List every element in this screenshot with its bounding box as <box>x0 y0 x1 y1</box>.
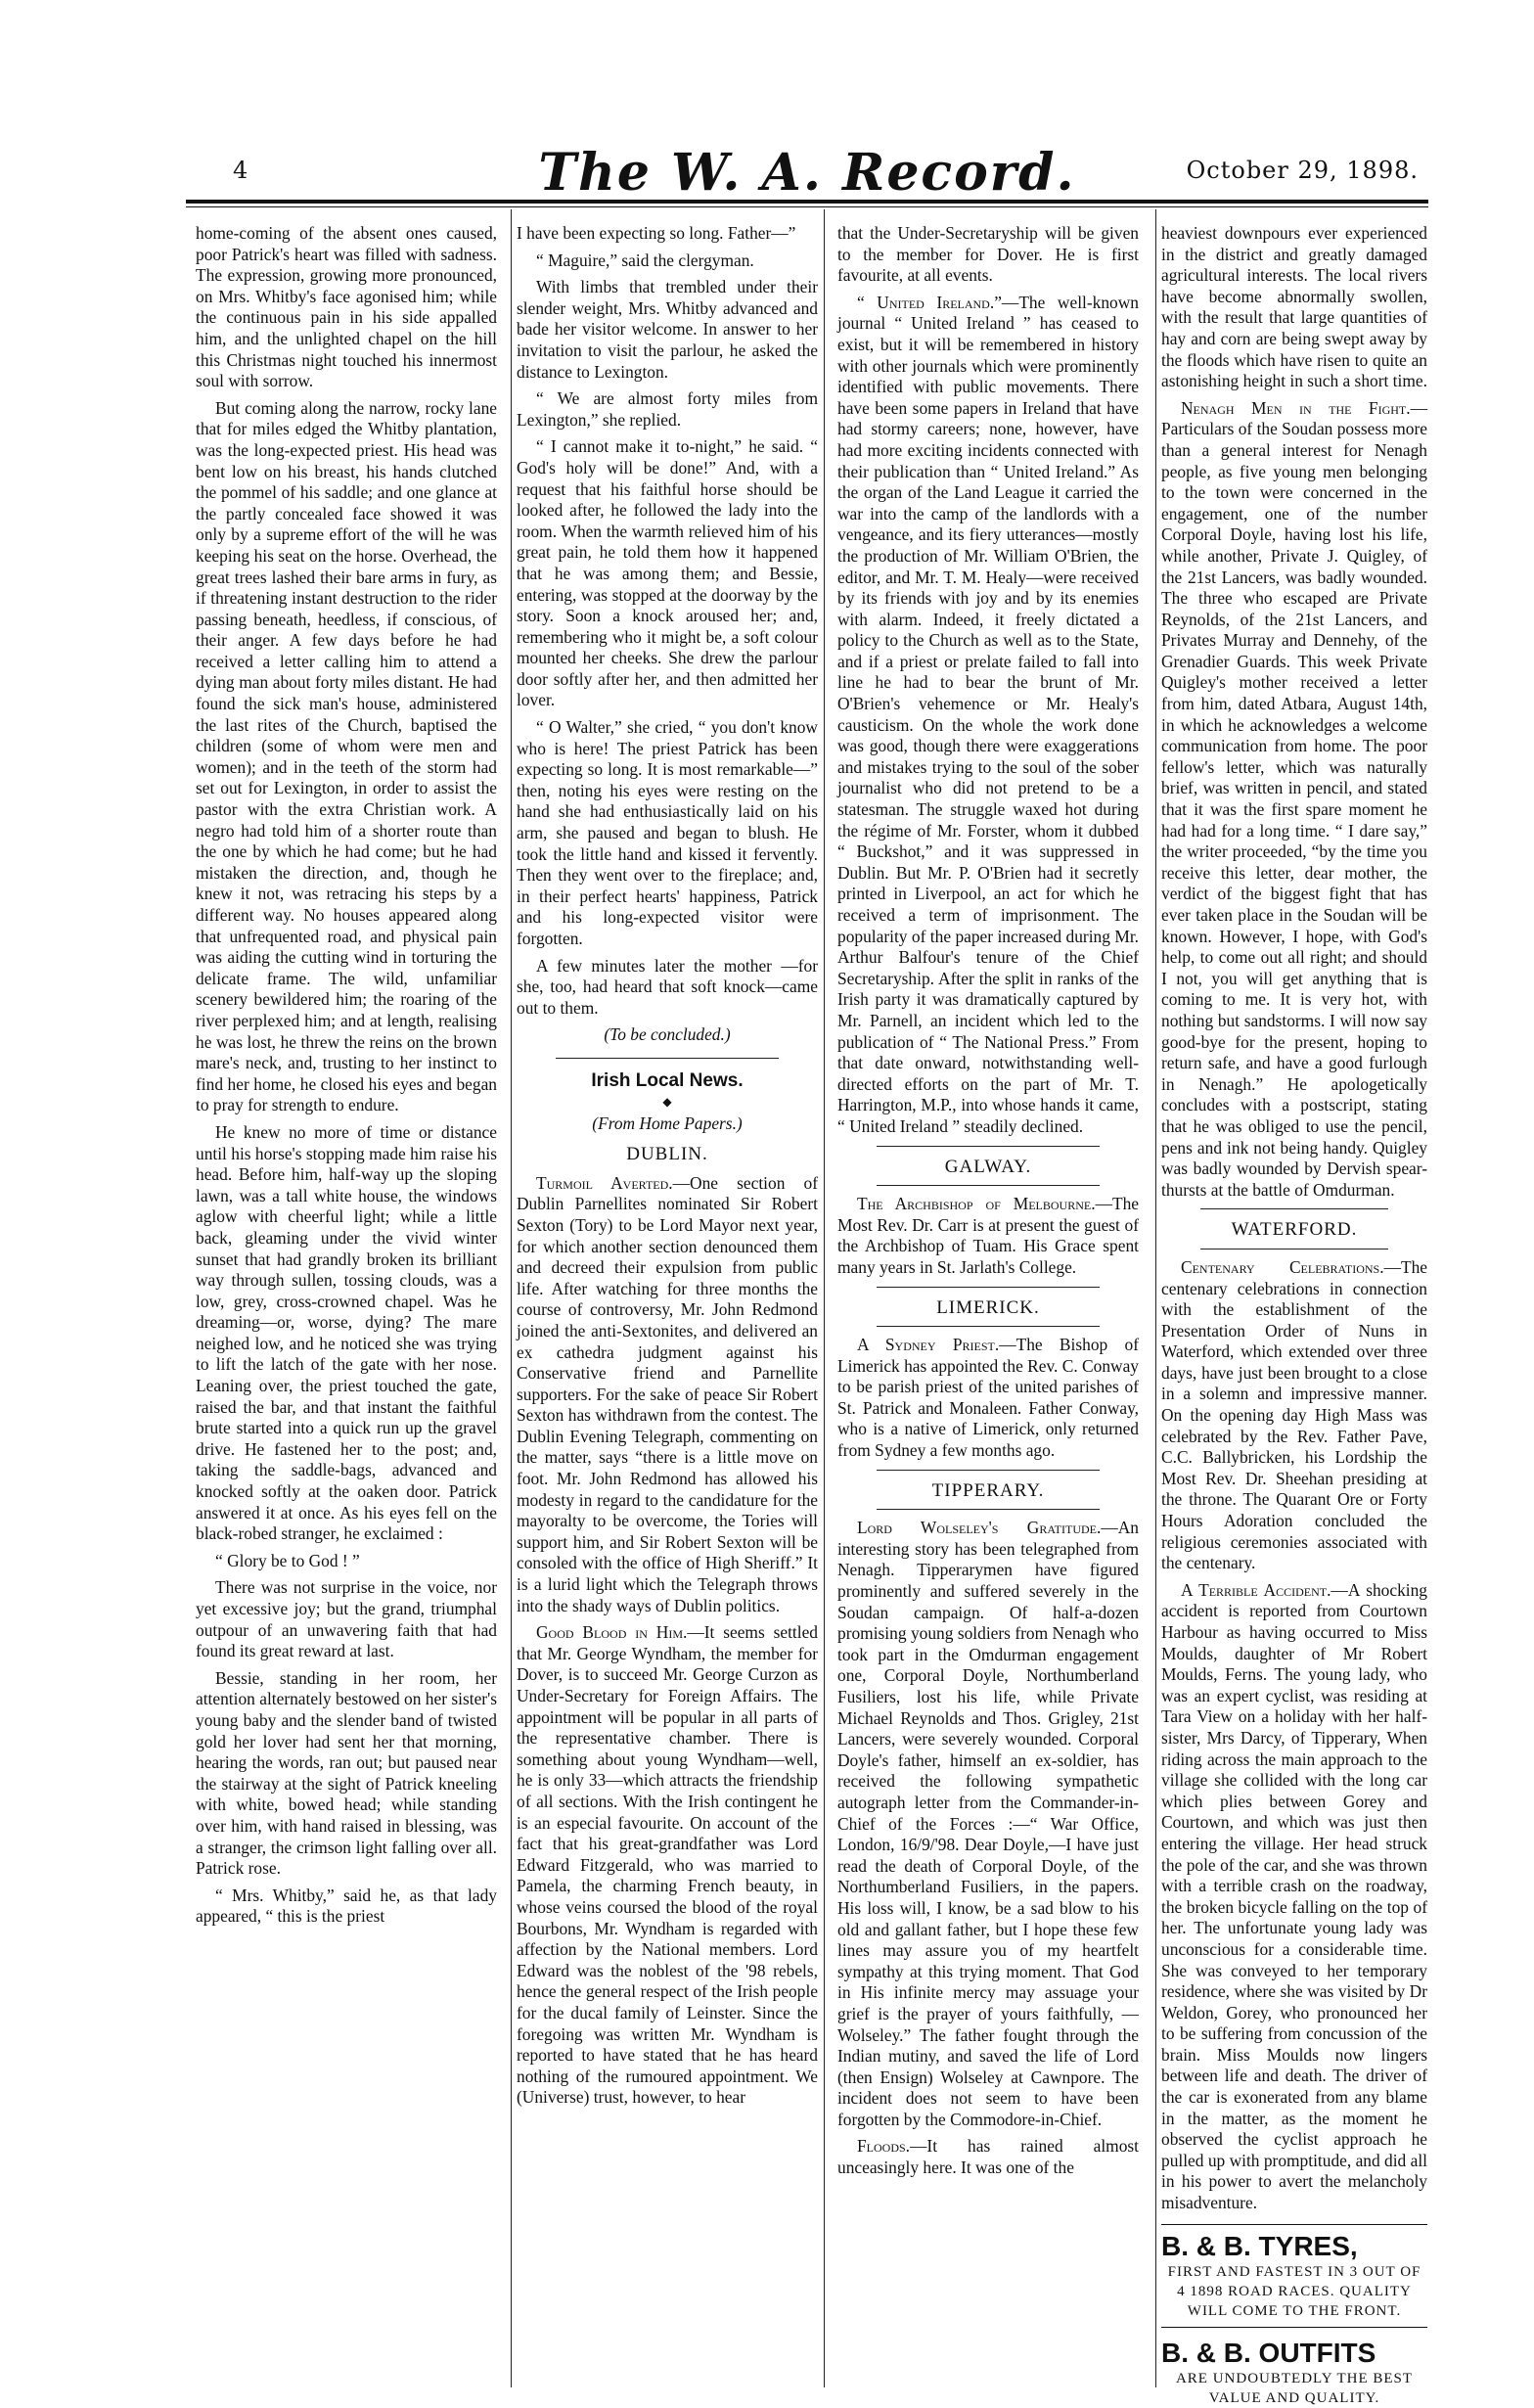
column-4 <box>1161 223 1427 2406</box>
news-item <box>1161 1257 1427 1574</box>
county-heading-tipperary: TIPPERARY. <box>931 1479 1045 1501</box>
item-body: —A shocking accident is reported from Courtown Harbour as having occurred to Miss Moulds, daughter of Mr Robert Moulds, Ferns. The young lady, who was an expert cyclist, was residing at Tara View on a holiday with her half-sister, Mrs Darcy, of Tipperary, When riding across the main approach to the village she collided with the long car which plies between Gorey and Courtown, and which was just then entering the village. Her head struck the pole of the car, and she was thrown with a terrible crash on the roadway, the broken bicycle falling on the top of her. The unfortunate young lady was unconscious for a considerable time. She was conveyed to her temporary residence, where she was visited by Dr Weldon, Gorey, who pronounced her to be suffering from concussion of the brain. Miss Moulds now lingers between life and death. The driver of the car is exonerated from any blame in the matter, as the moment he observed the cyclist approach he pulled up with promptitude, and did all in his power to avert the melancholy misadventure. <box>1161 1579 1427 2213</box>
item-heading: A Sydney Priest. <box>857 1335 1000 1355</box>
item-heading: A Terrible Accident. <box>1181 1579 1331 1600</box>
column-1 <box>196 223 497 2390</box>
county-heading-dublin: DUBLIN. <box>626 1144 708 1165</box>
news-item <box>517 1622 818 2109</box>
page-number: 4 <box>233 157 248 184</box>
story-paragraph: “ We are almost forty miles from Lexington,” she replied. <box>517 388 818 430</box>
story-paragraph: “ I cannot make it to-night,” he said. “ God's holy will be done!” And, with a request that his faithful horse should be looked after, he followed the lady into the room. When the warmth relieved him of his great pain, he told them how it happened that he was among them; and Bessie, entering, was stopped at the doorway by the story. Soon a knock aroused her; and, remembering who it might be, a soft colour mounted her cheeks. She drew the parlour door softly after her, and then admitted her lover. <box>517 436 818 710</box>
item-heading: Centenary Celebrations. <box>1181 1256 1384 1277</box>
news-item <box>837 1194 1139 1278</box>
item-heading: “ United Ireland.” <box>857 292 1002 312</box>
diamond-ornament-icon: ◆ <box>662 1094 672 1109</box>
section-rule <box>877 1146 1100 1147</box>
column-divider <box>511 209 512 2387</box>
item-body: —The centenary celebrations in connection with the establishment of the Presentation Order of Nuns in Waterford, which extended over three days, have just been brought to a close in a solemn and impressive manner. On the opening day High Mass was celebrated by the Rev. Father Pave, C.C. Ballybricken, his Lordship the Most Rev. Dr. Sheehan presiding at the throne. The Quarant Ore or Forty Hours Adoration concluded the religious ceremonies associated with the centenary. <box>1161 1256 1427 1573</box>
county-heading-waterford: WATERFORD. <box>1231 1219 1358 1241</box>
item-body: —An interesting story has been telegraphed from Nenagh. Tipperarymen have figured prominently and suffered severely in the Soudan campaign. Of half-a-dozen promising young soldiers from Nenagh who took part in the Omdurman engagement one, Corporal Doyle, Northumberland Fusiliers, lost his life, while Private Michael Reynolds and Thos. Grigley, 21st Lancers, were severely wounded. Corporal Doyle's father, himself an ex-soldier, has received the following sympathetic autograph letter from the Commander-in-Chief of the Forces :—“ War Office, London, 16/9/'98. Dear Doyle,—I have just read the death of Corporal Doyle, of the Northumberland Fusiliers, in the papers. His loss will, I know, be a sad blow to his old and gallant father, but I hope these few lines may assure you of my heartfelt sympathy at this trying moment. That God in His infinite mercy may assuage your grief is the prayer of yours faithfully, — Wolseley.” The father fought through the Indian mutiny, and saved the life of Lord (then Ensign) Wolseley at Cawnpore. The incident does not seem to have been forgotten by the Commodore-in-Chief. <box>837 1518 1139 2129</box>
advertisement-tyres <box>1161 2224 1427 2328</box>
header-rule-thin <box>186 206 1428 207</box>
ad-text: ARE UNDOUBTEDLY THE BEST VALUE AND QUALITY. <box>1175 2370 1414 2406</box>
item-heading: The Archbishop of Melbourne. <box>857 1194 1096 1214</box>
news-paragraph: that the Under-Secretaryship will be given to the member for Dover. He is first favourite, at all events. <box>837 223 1139 286</box>
story-paragraph: But coming along the narrow, rocky lane that for miles edged the Whitby plantation, was the long-expected priest. His head was bent low on his breast, his hands clutched the pommel of his saddle; and one glance at the partly concealed face showed it was only by a supreme effort of the will he was keeping his seat on the horse. Overhead, the great trees lashed their bare arms in fury, as if threatening instant destruction to the rider passing beneath, heedless, if conscious, of their anger. A few days before he had received a letter calling him to attend a dying man about forty miles distant. He had found the sick man's house, administered the last rites of the Church, baptised the children (some of whom were men and women); and in the teeth of the storm had set out for Lexington, in order to assist the pastor with the extra Christian work. A negro had told him of a shorter route than the one by which he had come; but he had mistaken the direction, and, though he knew it not, was retracing his steps by a different way. No houses appeared along that unfrequented road, and physical pain was aiding the cutting wind in torturing the delicate frame. The wild, unfamiliar scenery bewildered him; the roaring of the river perplexed him; and at length, realising he was lost, he threw the reins on the brown mare's neck, and, trusting to her instinct to find her home, he closed his eyes and began to pray for strength to endure. <box>196 397 497 1115</box>
section-rule <box>556 1058 779 1059</box>
story-paragraph: home-coming of the absent ones caused, poor Patrick's heart was filled with sadness. The expression, growing more pronounced, on Mrs. Whitby's face agonised him; while the continuous pain in his side appalled him, and the unlighted chapel on the hill this Christmas night touched his innermost soul with sorrow. <box>196 223 497 391</box>
item-heading: Lord Wolseley's Gratitude. <box>857 1518 1102 1538</box>
section-rule <box>877 1509 1100 1510</box>
column-2 <box>517 223 818 2390</box>
item-body: —The Most Rev. Dr. Carr is at present the guest of the Archbishop of Tuam. His Grace spent many years in St. Jarlath's College. <box>837 1194 1139 1277</box>
ad-heading: B. & B. OUTFITS <box>1161 2337 1376 2368</box>
story-paragraph: “ Glory be to God ! ” <box>215 1550 360 1570</box>
item-body: —It seems settled that Mr. George Wyndham, the member for Dover, is to succeed Mr. George Curzon as Under-Secretary for Foreign Affairs. The appointment will be popular in all parts of the representative chamber. There is something about young Wyndham—well, he is only 33—which attracts the friendship of all sections. With the Irish contingent he is an especial favourite. On account of the fact that his great-grandfather was Lord Edward Fitzgerald, who was married to Pamela, the charming French beauty, in whose veins coursed the blood of the royal Bourbons, Mr. Wyndham is regarded with affection by the National members. Lord Edward was the noblest of the '98 rebels, hence the general respect of the Irish people for the ducal family of Leinster. Since the foregoing was written Mr. Wyndham is reported to have stated that he has heard nothing of the rumoured appointment. We (Universe) trust, however, to hear <box>517 1622 818 2108</box>
section-rule <box>877 1470 1100 1471</box>
section-rule <box>877 1326 1100 1327</box>
item-heading: Turmoil Averted. <box>536 1172 673 1193</box>
news-item <box>837 293 1139 1138</box>
item-body: —The well-known journal “ United Ireland ” has ceased to exist, but it will be remembered in history with other journals which were prominently identified with public movements. There have been some papers in Ireland that have had stormy careers; none, however, have had more exciting incidents connected with their publication than “ United Ireland.” As the organ of the Land League it carried the war into the camp of the landlords with a vengeance, and its fiery utterances—mostly the production of Mr. William O'Brien, the editor, and Mr. T. M. Healy—were received by its friends with joy and by its enemies with alarm. Indeed, it freely dictated a policy to the Church as well as to the State, and if a priest or prelate failed to fall into line he had to bear the brunt of Mr. O'Brien's vehemence or Mr. Healy's causticism. On the whole the work done was good, though there were exaggerations and mistakes trying to the soul of the sober journalist who did not pretend to be a statesman. The struggle waxed hot during the régime of Mr. Forster, whom it dubbed “ Buckshot,” and it was suppressed in Dublin. But Mr. P. O'Brien had it secretly printed in Liverpool, an act for which he received a term of imprisonment. The popularity of the paper increased during Mr. Arthur Balfour's tenure of the Chief Secretaryship. After the split in ranks of the Irish party it was dramatically captured by Mr. Parnell, an incident which led to the publication of “ The National Press.” From that date onward, notwithstanding well-directed efforts on the part of Mr. T. Harrington, M.P., into whose hands it came, “ United Ireland ” steadily declined. <box>837 292 1139 1136</box>
issue-date: October 29, 1898. <box>1186 157 1419 184</box>
item-heading: Nenagh Men in the Fight. <box>1181 397 1411 418</box>
section-rule <box>877 1185 1100 1186</box>
county-heading-galway: GALWAY. <box>944 1156 1032 1177</box>
item-heading: Good Blood in Him. <box>536 1622 688 1643</box>
news-item <box>837 2136 1139 2178</box>
story-paragraph: I have been expecting so long. Father—” <box>517 223 796 243</box>
column-divider <box>824 209 825 2387</box>
item-body: —Particulars of the Soudan possess more than a general interest for Nenagh people, as five young men belonging to the town were concerned in the engagement, one of the number Corporal Doyle, having lost his life, while another, Private J. Quigley, of the 21st Lancers, was badly wounded. The three who escaped are Private Reynolds, of the 21st Lancers, and Privates Murray and Dennehy, of the Grenadier Guards. This week Private Quigley's mother received a letter from him, dated Atbara, August 14th, in which he acknowledges a welcome communication from home. The poor fellow's letter, which was naturally brief, was written in pencil, and stated that it was the first spare moment he had had for a long time. “ I dare say,” the writer proceeded, “by the time you receive this letter, dear mother, the verdict of the biggest fight that has ever taken place in the Soudan will be known. However, I hope, with God's help, to come out all right; and should I not, you will get anything that is coming to me. It is very hot, with nothing but sandstorms. I will now say good-bye for the present, hoping to return safe, and have a good furlough in Nenagh.” He apologetically concludes with a postscript, stating that he was obliged to use the pencil, pens and ink not being handy. Quigley was badly wounded by Dervish spear-thursts at the battle of Omdurman. <box>1161 397 1427 1200</box>
masthead: The W. A. Record. <box>538 143 1076 203</box>
section-rule <box>1200 1208 1388 1209</box>
ad-text: FIRST AND FASTEST IN 3 OUT OF 4 1898 ROAD RACES. QUALITY WILL COME TO THE FRONT. <box>1167 2263 1421 2319</box>
ad-heading: B. & B. TYRES, <box>1161 2230 1358 2261</box>
story-paragraph: With limbs that trembled under their slender weight, Mrs. Whitby advanced and bade her visitor welcome. In answer to her invitation to visit the parlour, he asked the distance to Lexington. <box>517 277 818 382</box>
news-item <box>837 1518 1139 2130</box>
story-paragraph: There was not surprise in the voice, nor yet excessive joy; but the grand, triumphal outpour of an unwavering faith that had found its great reward at last. <box>196 1577 497 1661</box>
ad-rule <box>1161 2327 1427 2328</box>
item-body: —The Bishop of Limerick has appointed the Rev. C. Conway to be parish priest of the united parishes of St. Patrick and Monaleen. Father Conway, who is a native of Limerick, only returned from Sydney a few months ago. <box>837 1335 1139 1461</box>
ad-rule <box>1161 2224 1427 2225</box>
item-body: —One section of Dublin Parnellites nominated Sir Robert Sexton (Tory) to be Lord Mayor next year, for which another section denounced them and decreed their expulsion from public life. After watching for three months the course of controversy, Mr. John Redmond joined the anti-Sextonites, and delivered an ex cathedra judgment against his Conservative friend and Parnellite supporters. For the sake of peace Sir Robert Sexton has withdrawn from the contest. The Dublin Evening Telegraph, commenting on the matter, says “there is a little move on foot. Mr. John Redmond has allowed his modesty in regard to the candidature for the mayoralty to be overcome, the Tories will support him, and Sir Robert Sexton will be consoled with the office of High Sheriff.” It is a lurid light which the Telegraph throws into the shady ways of Dublin politics. <box>517 1172 818 1615</box>
news-item <box>837 1335 1139 1462</box>
county-heading-limerick: LIMERICK. <box>936 1296 1040 1318</box>
advertisement-outfits <box>1161 2338 1427 2408</box>
story-paragraph: “ Mrs. Whitby,” said he, as that lady appeared, “ this is the priest <box>196 1885 497 1927</box>
news-item <box>1161 398 1427 1202</box>
page-header <box>186 143 1428 203</box>
news-item <box>1161 1580 1427 2214</box>
column-3 <box>837 223 1139 2390</box>
story-paragraph: “ Maguire,” said the clergyman. <box>536 250 754 270</box>
header-rule-thick <box>186 200 1428 204</box>
item-heading: Floods. <box>857 2136 911 2157</box>
story-paragraph: Bessie, standing in her room, her attention alternately bestowed on her sister's young baby and the slender band of twisted gold her lover had sent her that morning, hearing the words, ran out; but paused near the stairway at the sight of Patrick kneeling with white, bowed head; while standing over him, with hand raised in blessing, was a stranger, the crimson light falling over all. Patrick rose. <box>196 1667 497 1879</box>
to-be-concluded: (To be concluded.) <box>604 1024 731 1045</box>
story-paragraph: He knew no more of time or distance until his horse's stopping made him raise his head. Before him, half-way up the sloping lawn, was a tall white house, the windows aglow with cheerful light; while a little back, gleaming under the vivid winter sunset that had grandly broken its brilliant way through sullen, tossing clouds, was a low, grey, cross-crowned chapel. Was he dreaming—or, worse, dying? The mare neighed low, and he noticed she was trying to lift the latch of the gate with her nose. Leaning over, the priest touched the gate, raised the bar, and that instant the faithful brute started into a quick run up the gravel drive. He fastened her to the post; and, taking the saddle-bags, advanced and knocked softly at the oaken door. Patrick answered it at once. As his eyes fell on the black-robed stranger, he exclaimed : <box>196 1121 497 1544</box>
news-paragraph: heaviest downpours ever experienced in the district and greatly damaged agricultural interests. The local rivers have become abnormally swollen, with the result that large quantities of hay and corn are being swept away by the floods which have risen to quite an astonishing height in such a short time. <box>1161 223 1427 391</box>
story-paragraph: “ O Walter,” she cried, “ you don't know who is here! The priest Patrick has been expecting so long. It is most remarkable—” then, noting his eyes were resting on the hand she had enthusiastically laid on his arm, she paused and began to blush. He took the little hand and kissed it fervently. Then they went over to the fireplace; and, in their perfect hearts' happiness, Patrick and his long-expected visitor were forgotten. <box>517 717 818 948</box>
section-title: Irish Local News. <box>591 1069 744 1091</box>
item-body: —It has rained almost unceasingly here. It was one of the <box>837 2136 1139 2178</box>
section-rule <box>877 1287 1100 1288</box>
column-divider <box>1155 209 1156 2387</box>
news-item <box>517 1173 818 1616</box>
story-paragraph: A few minutes later the mother —for she, too, had heard that soft knock—came out to them. <box>517 955 818 1018</box>
section-source: (From Home Papers.) <box>592 1113 743 1133</box>
